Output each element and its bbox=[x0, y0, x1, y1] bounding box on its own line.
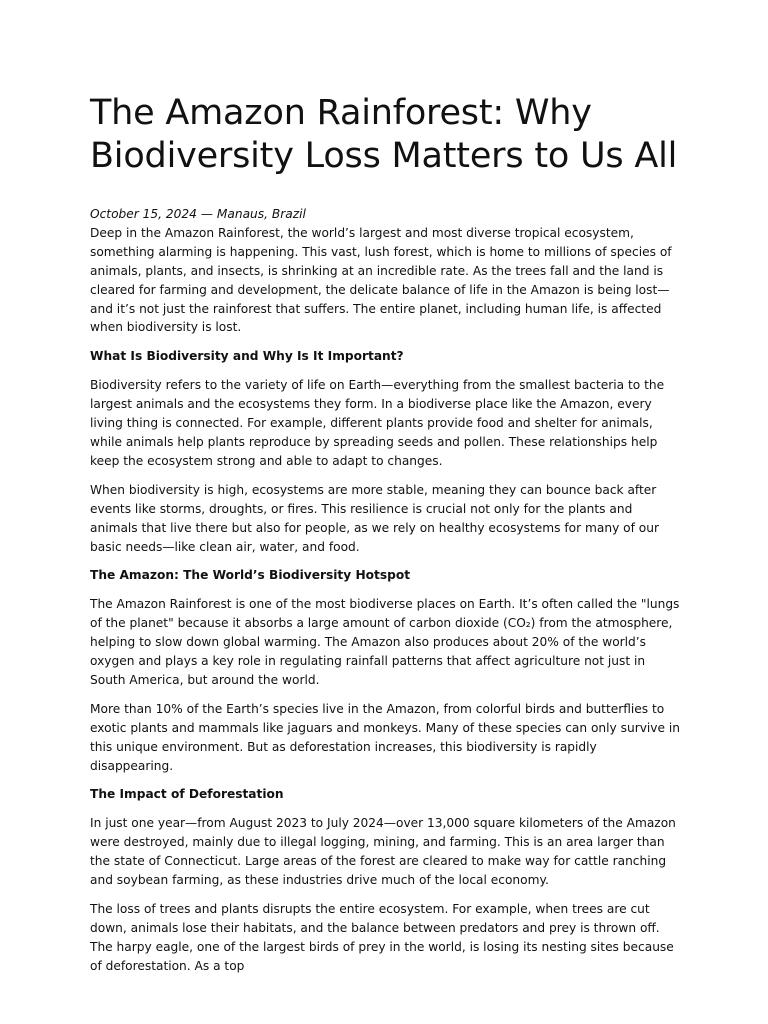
paragraph: The Amazon Rainforest is one of the most biodiverse places on Earth. It’s often called the "lungs of the planet" because it absorbs a large amount of carbon dioxide (CO₂) from the atmosphere, helping to slow down global warming. The Amazon also produces about 20% of the world’s oxygen and plays a key role in regulating rainfall patterns that affect agriculture not just in South America, but around the world. bbox=[90, 597, 680, 687]
article-body bbox=[90, 205, 680, 976]
paragraph: When biodiversity is high, ecosystems are more stable, meaning they can bounce back after events like storms, droughts, or fires. This resilience is crucial not only for the plants and animals that live there but also for people, as we rely on healthy ecosystems for many of our basic needs—like clean air, water, and food. bbox=[90, 482, 659, 554]
section-heading-hotspot: The Amazon: The World’s Biodiversity Hotspot bbox=[90, 568, 411, 583]
paragraph: The loss of trees and plants disrupts the entire ecosystem. For example, when trees are cut down, animals lose their habitats, and the balance between predators and prey is thrown off. The harpy eagle, one of the largest birds of prey in the world, is losing its nesting sites because of deforestation. As a top bbox=[90, 902, 674, 973]
article bbox=[90, 92, 680, 986]
section-heading-deforestation: The Impact of Deforestation bbox=[90, 787, 284, 802]
paragraph: In just one year—from August 2023 to July 2024—over 13,000 square kilometers of the Amazon were destroyed, mainly due to illegal logging, mining, and farming. This is an area larger than the state of Connecticut. Large areas of the forest are cleared to make way for cattle ranching and soybean farming, as these industries drive much of the local economy. bbox=[90, 816, 676, 888]
section-heading-biodiversity: What Is Biodiversity and Why Is It Important? bbox=[90, 349, 404, 364]
dateline: October 15, 2024 — Manaus, Brazil bbox=[90, 207, 306, 221]
paragraph: More than 10% of the Earth’s species live in the Amazon, from colorful birds and butterflies to exotic plants and mammals like jaguars and monkeys. Many of these species can only survive in this unique environment. But as deforestation increases, this biodiversity is rapidly disappearing. bbox=[90, 701, 681, 773]
article-title: The Amazon Rainforest: Why Biodiversity Loss Matters to Us All bbox=[90, 93, 678, 176]
intro-paragraph: Deep in the Amazon Rainforest, the world’s largest and most diverse tropical ecosystem, something alarming is happening. This vast, lush forest, which is home to millions of species of animals, plants, and insects, is shrinking at an incredible rate. As the trees fall and the land is cleared for farming and development, the delicate balance of life in the Amazon is being lost—and it’s not just the rainforest that suffers. The entire planet, including human life, is affected when biodiversity is lost. bbox=[90, 225, 672, 335]
paragraph: Biodiversity refers to the variety of life on Earth—everything from the smallest bacteria to the largest animals and the ecosystems they form. In a biodiverse place like the Amazon, every living thing is connected. For example, different plants provide food and shelter for animals, while animals help plants reproduce by spreading seeds and pollen. These relationships help keep the ecosystem strong and able to adapt to changes. bbox=[90, 378, 665, 468]
